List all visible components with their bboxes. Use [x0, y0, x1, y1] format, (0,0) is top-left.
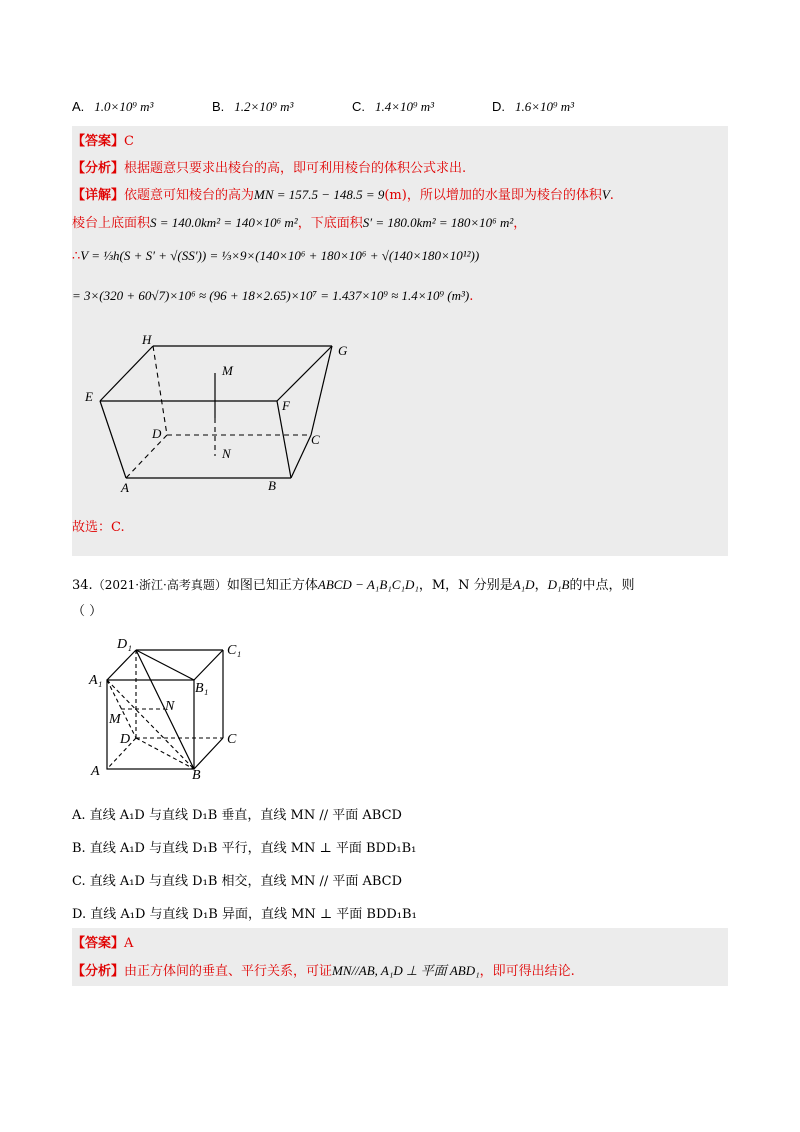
- choice-c: C. 直线 A₁D 与直线 D₁B 相交，直线 MN // 平面 ABCD: [72, 874, 403, 889]
- edge-he: [100, 346, 153, 401]
- analysis-2: 【分析】由正方体间的垂直、平行关系，可证MN//AB, A₁D ⊥ 平面 ABD₁，即可得出结论.: [72, 963, 575, 979]
- label-f: F: [282, 398, 290, 413]
- label-g: G: [338, 343, 348, 358]
- label-c1: C₁: [227, 643, 242, 658]
- option-d: D. 1.6×10⁹ m³: [492, 99, 575, 114]
- label-e: E: [85, 389, 93, 404]
- edge-gf: [277, 346, 332, 401]
- label-a: A: [91, 764, 100, 779]
- label-n: N: [222, 446, 231, 461]
- answer-1: 【答案】C: [72, 133, 134, 149]
- label-m: M: [222, 363, 233, 378]
- label-d: D: [120, 732, 131, 747]
- label-b: B: [192, 768, 201, 782]
- edge-gc: [311, 346, 332, 435]
- question-34-paren: （ ）: [72, 604, 103, 619]
- edge-da-hidden: [126, 435, 167, 478]
- segment-db-hidden: [136, 738, 194, 769]
- detail-1: 【详解】依题意可知棱台的高为MN = 157.5 − 148.5 = 9(m)，所以增加的水量即为棱台的体积V.: [72, 187, 614, 203]
- question-34: 34.（2021·浙江·高考真题）如图已知正方体ABCD − A₁B₁C₁D₁，M，N 分别是A₁D，D₁B的中点，则: [72, 577, 635, 593]
- edge-cb: [194, 738, 223, 769]
- edge-hd-hidden: [153, 346, 167, 435]
- label-c: C: [311, 432, 320, 447]
- edge-bc: [291, 435, 311, 478]
- option-a: A. 1.0×10⁹ m³: [72, 99, 154, 114]
- label-d1: D₁: [117, 637, 132, 652]
- cube-figure: [85, 632, 255, 782]
- choice-d: D. 直线 A₁D 与直线 D₁B 异面，直线 MN ⊥ 平面 BDD₁B₁: [72, 907, 417, 922]
- label-m: M: [109, 712, 121, 727]
- option-c: C. 1.4×10⁹ m³: [352, 99, 435, 114]
- label-h: H: [142, 332, 152, 347]
- label-a: A: [121, 480, 129, 495]
- option-b: B. 1.2×10⁹ m³: [212, 99, 294, 114]
- label-c: C: [227, 732, 237, 747]
- label-n: N: [165, 699, 175, 714]
- answer-2: 【答案】A: [72, 935, 134, 951]
- edge-ea: [100, 401, 126, 478]
- label-b1: B₁: [195, 681, 209, 696]
- edge-c1b1: [194, 650, 223, 680]
- frustum-figure: [80, 330, 370, 500]
- edge-d1a1: [107, 650, 136, 680]
- label-b: B: [268, 478, 276, 493]
- conclusion-1: 故选：C.: [72, 520, 125, 535]
- label-a1: A₁: [89, 673, 103, 688]
- choice-a: A. 直线 A₁D 与直线 D₁B 垂直，直线 MN // 平面 ABCD: [72, 808, 402, 823]
- label-d: D: [152, 426, 162, 441]
- analysis-1: 【分析】根据题意只要求出棱台的高，即可利用棱台的体积公式求出.: [72, 160, 467, 176]
- choice-b: B. 直线 A₁D 与直线 D₁B 平行，直线 MN ⊥ 平面 BDD₁B₁: [72, 841, 417, 856]
- areas-line: 棱台上底面积S = 140.0km² = 140×10⁶ m²，下底面积S′ = 180.0km² = 180×10⁶ m²，: [72, 215, 527, 231]
- segment-d1b1: [136, 650, 194, 680]
- formula-line-1: ∴V = ⅓h(S + S′ + √(SS′)) = ⅓×9×(140×10⁶ + 180×10⁶ + √(140×180×10¹²)): [72, 248, 480, 264]
- formula-line-2: = 3×(320 + 60√7)×10⁶ ≈ (96 + 18×2.65)×10⁷ = 1.437×10⁹ ≈ 1.4×10⁹ (m³).: [72, 288, 474, 304]
